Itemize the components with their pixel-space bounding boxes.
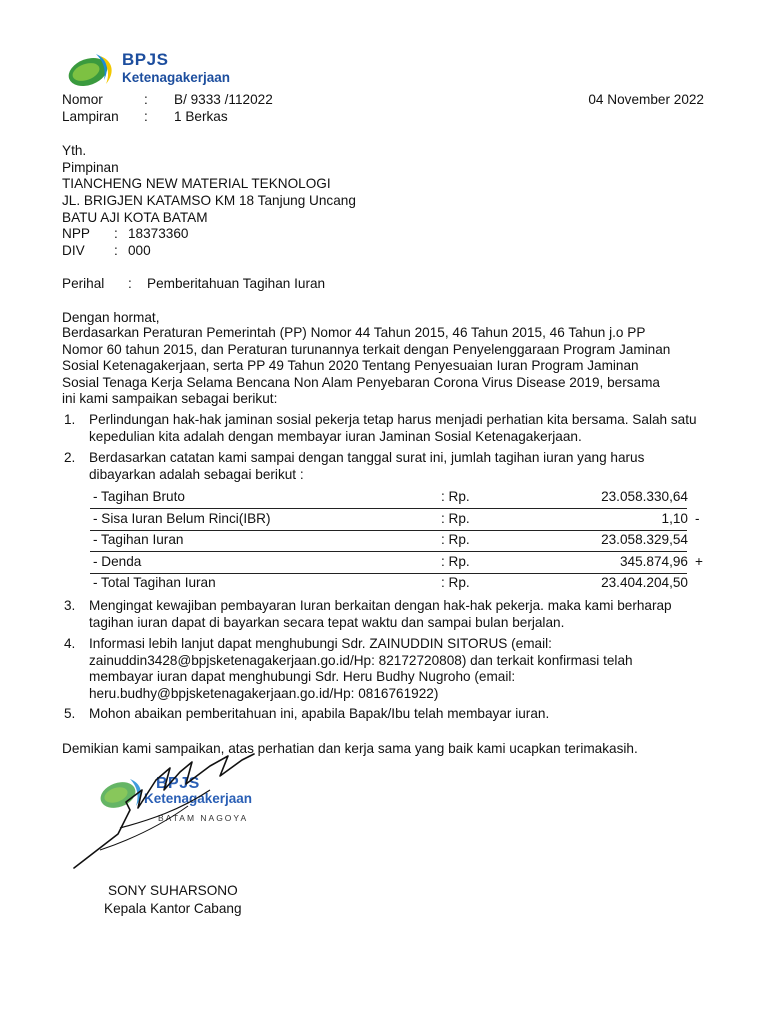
greeting: Dengan hormat,	[62, 310, 160, 325]
subject-colon: :	[128, 276, 132, 291]
stamp-brand: BPJS	[156, 775, 200, 792]
subject-row	[62, 276, 462, 293]
item-line: tagihan iuran dapat di bayarkan secara tepat waktu dan sampai bulan berjalan.	[89, 614, 565, 630]
item-number: 3.	[64, 598, 76, 613]
stamp-city: BATAM NAGOYA	[158, 813, 249, 823]
logo-sub: Ketenagakerjaan	[122, 70, 231, 85]
recipient-title: Pimpinan	[62, 160, 119, 175]
item-line: Mohon abaikan pemberitahuan ini, apabila Bapak/Ibu telah membayar iuran.	[89, 706, 550, 721]
npp-value: 18373360	[128, 226, 189, 241]
list-item-4	[62, 636, 742, 704]
div-label: DIV	[62, 243, 85, 258]
div-value: 000	[128, 243, 151, 258]
divider	[90, 551, 687, 552]
nomor-label: Nomor	[62, 92, 103, 107]
billing-currency: : Rp.	[441, 489, 470, 504]
billing-table	[90, 487, 710, 595]
divider	[90, 530, 687, 531]
logo-brand: BPJS	[122, 50, 169, 69]
item-line: dibayarkan adalah sebagai berikut :	[89, 466, 304, 482]
bpjs-logo-icon	[66, 52, 122, 88]
item-line: Informasi lebih lanjut dapat menghubungi Sdr. ZAINUDDIN SITORUS (email:	[89, 636, 552, 651]
item-line: Perlindungan hak-hak jaminan sosial pekerja tetap harus menjadi perhatian kita bersama. Salah satu	[89, 412, 697, 427]
item-line: kepedulian kita adalah dengan membayar iuran Jaminan Sosial Ketenagakerjaan.	[89, 428, 582, 444]
letter-date: 04 November 2022	[588, 92, 704, 107]
item-number: 4.	[64, 636, 76, 651]
divider	[90, 573, 687, 574]
billing-amount: 1,10	[661, 510, 688, 526]
billing-row	[90, 509, 710, 531]
list-item-5	[62, 706, 742, 723]
billing-row	[90, 552, 710, 574]
billing-desc: - Tagihan Iuran	[93, 532, 184, 547]
billing-amount: 23.404.204,50	[601, 575, 688, 590]
billing-amount: 23.058.329,54	[601, 532, 688, 547]
signatory-name: SONY SUHARSONO	[108, 883, 238, 898]
list-item-2	[62, 450, 742, 484]
lampiran-label: Lampiran	[62, 109, 119, 124]
billing-row	[90, 573, 710, 595]
nomor-value: B/ 9333 /112022	[174, 92, 273, 107]
item-line: zainuddin3428@bpjsketenagakerjaan.go.id/Hp: 82172720808) dan terkait konfirmasi telah	[89, 652, 633, 668]
divider	[90, 508, 687, 509]
billing-operator: -	[695, 510, 700, 526]
bpjs-logo	[66, 50, 246, 90]
item-line: membayar iuran dapat menghubungi Sdr. Heru Budhy Nugroho (email:	[89, 669, 516, 684]
item-number: 1.	[64, 412, 76, 427]
billing-currency: : Rp.	[441, 553, 470, 569]
recipient-company: TIANCHENG NEW MATERIAL TEKNOLOGI	[62, 176, 331, 191]
billing-desc: - Sisa Iuran Belum Rinci(IBR)	[93, 510, 271, 526]
item-number: 5.	[64, 706, 76, 721]
signatory-position: Kepala Kantor Cabang	[104, 901, 242, 916]
handwritten-signature	[60, 750, 300, 880]
list-item-3	[62, 598, 742, 632]
billing-desc: - Total Tagihan Iuran	[93, 575, 216, 590]
lampiran-colon: :	[144, 109, 148, 124]
npp-label: NPP	[62, 226, 90, 241]
closing: Demikian kami sampaikan, atas perhatian dan kerja sama yang baik kami ucapkan terimakasih.	[62, 741, 638, 756]
item-line: Mengingat kewajiban pembayaran Iuran berkaitan dengan hak-hak pekerja. maka kami berharap	[89, 598, 672, 613]
billing-currency: : Rp.	[441, 532, 470, 547]
billing-currency: : Rp.	[441, 510, 470, 526]
div-colon: :	[114, 243, 118, 258]
item-line: heru.budhy@bpjsketenagakerjaan.go.id/Hp: 0816761922)	[89, 685, 439, 701]
stamp-sub: Ketenagakerjaan	[144, 791, 253, 806]
recipient-street: JL. BRIGJEN KATAMSO KM 18 Tanjung Uncang	[62, 193, 356, 208]
intro-line: Nomor 60 tahun 2015, dan Peraturan turunannya terkait dengan Penyelenggaraan Program Jaminan	[62, 341, 671, 357]
item-number: 2.	[64, 450, 76, 465]
div-row	[62, 243, 262, 260]
lampiran-value: 1 Berkas	[174, 109, 228, 124]
intro-line: Berdasarkan Peraturan Pemerintah (PP) Nomor 44 Tahun 2015, 46 Tahun 2015, 46 Tahun j.o PP	[62, 325, 646, 340]
list-item-1	[62, 412, 742, 446]
npp-row	[62, 226, 262, 243]
billing-amount: 345.874,96	[619, 553, 688, 569]
intro-line: Sosial Ketenagakerjaan, serta PP 49 Tahun 2020 Tentang Penyesuaian Iuran Program Jaminan	[62, 358, 639, 373]
intro-line: ini kami sampaikan sebagai berikut:	[62, 391, 278, 406]
billing-desc: - Denda	[93, 553, 142, 569]
recipient-city: BATU AJI KOTA BATAM	[62, 210, 208, 225]
npp-colon: :	[114, 226, 118, 241]
nomor-colon: :	[144, 92, 148, 107]
billing-row	[90, 487, 710, 509]
billing-operator: +	[695, 553, 703, 569]
billing-row	[90, 530, 710, 552]
billing-desc: - Tagihan Bruto	[93, 489, 185, 504]
intro-line: Sosial Tenaga Kerja Selama Bencana Non Alam Penyebaran Corona Virus Disease 2019, bersama	[62, 374, 660, 390]
item-line: Berdasarkan catatan kami sampai dengan tanggal surat ini, jumlah tagihan iuran yang harus	[89, 450, 645, 465]
yth: Yth.	[62, 143, 87, 158]
billing-amount: 23.058.330,64	[601, 489, 688, 504]
billing-currency: : Rp.	[441, 575, 470, 590]
subject-value: Pemberitahuan Tagihan Iuran	[147, 276, 326, 291]
subject-label: Perihal	[62, 276, 105, 291]
intro-paragraph	[62, 325, 722, 408]
